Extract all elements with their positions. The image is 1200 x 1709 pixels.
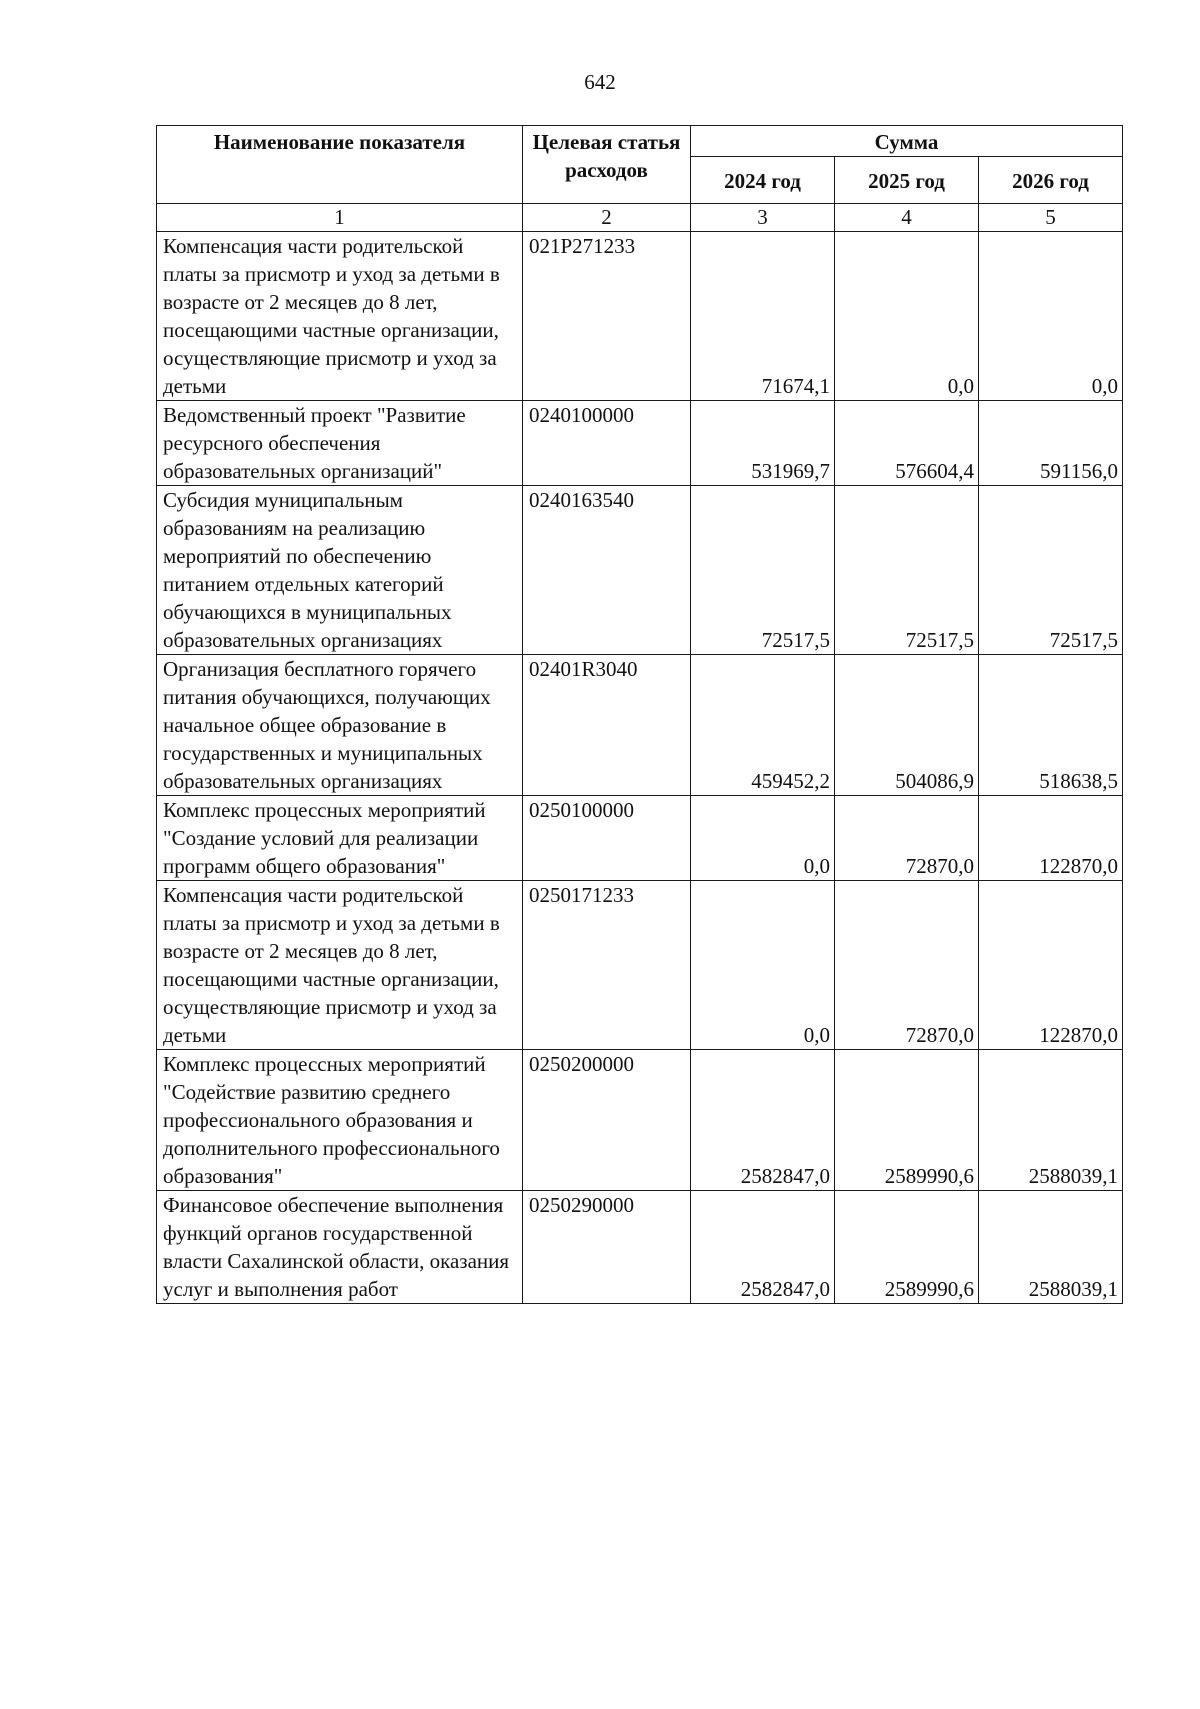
row-value-2026: 122870,0 xyxy=(979,881,1123,1050)
row-value-2025: 72870,0 xyxy=(835,881,979,1050)
row-code: 0250171233 xyxy=(523,881,691,1050)
row-code: 0250200000 xyxy=(523,1050,691,1191)
table-row xyxy=(157,655,1123,796)
row-value-2025: 2589990,6 xyxy=(835,1191,979,1304)
header-year-2025: 2025 год xyxy=(835,157,979,204)
table-row xyxy=(157,881,1123,1050)
column-number: 1 xyxy=(157,204,523,232)
row-value-2024: 459452,2 xyxy=(691,655,835,796)
row-code: 0240163540 xyxy=(523,486,691,655)
row-value-2024: 2582847,0 xyxy=(691,1050,835,1191)
row-code: 0250290000 xyxy=(523,1191,691,1304)
header-code: Целевая статья расходов xyxy=(523,126,691,204)
column-number: 5 xyxy=(979,204,1123,232)
header-year-2026: 2026 год xyxy=(979,157,1123,204)
row-value-2024: 531969,7 xyxy=(691,401,835,486)
header-row xyxy=(157,126,1123,157)
row-code: 0240100000 xyxy=(523,401,691,486)
row-value-2025: 576604,4 xyxy=(835,401,979,486)
row-code: 0250100000 xyxy=(523,796,691,881)
row-name: Компенсация части родительской платы за присмотр и уход за детьми в возрасте от 2 месяцев до 8 лет, посещающими частные организации, осуществляющие присмотр и уход за детьми xyxy=(157,232,523,401)
row-value-2025: 72517,5 xyxy=(835,486,979,655)
row-value-2026: 591156,0 xyxy=(979,401,1123,486)
table-row xyxy=(157,486,1123,655)
row-name: Комплекс процессных мероприятий "Содействие развитию среднего профессионального образования и дополнительного профессионального образования" xyxy=(157,1050,523,1191)
row-value-2025: 0,0 xyxy=(835,232,979,401)
column-number: 4 xyxy=(835,204,979,232)
column-numbers-row xyxy=(157,204,1123,232)
row-value-2024: 0,0 xyxy=(691,796,835,881)
row-value-2026: 122870,0 xyxy=(979,796,1123,881)
row-name: Ведомственный проект "Развитие ресурсного обеспечения образовательных организаций" xyxy=(157,401,523,486)
row-name: Комплекс процессных мероприятий "Создание условий для реализации программ общего образования" xyxy=(157,796,523,881)
row-value-2025: 2589990,6 xyxy=(835,1050,979,1191)
row-value-2025: 72870,0 xyxy=(835,796,979,881)
row-name: Организация бесплатного горячего питания обучающихся, получающих начальное общее образование в государственных и муниципальных образовательных организациях xyxy=(157,655,523,796)
budget-table xyxy=(156,125,1123,1304)
table-row xyxy=(157,1050,1123,1191)
row-value-2026: 2588039,1 xyxy=(979,1050,1123,1191)
row-name: Субсидия муниципальным образованиям на реализацию мероприятий по обеспечению питанием отдельных категорий обучающихся в муниципальных образовательных организациях xyxy=(157,486,523,655)
row-value-2025: 504086,9 xyxy=(835,655,979,796)
page-number: 642 xyxy=(584,70,616,94)
row-value-2024: 2582847,0 xyxy=(691,1191,835,1304)
row-value-2026: 72517,5 xyxy=(979,486,1123,655)
table-row xyxy=(157,401,1123,486)
row-value-2024: 0,0 xyxy=(691,881,835,1050)
header-sum: Сумма xyxy=(691,126,1123,157)
column-number: 2 xyxy=(523,204,691,232)
row-name: Финансовое обеспечение выполнения функций органов государственной власти Сахалинской области, оказания услуг и выполнения работ xyxy=(157,1191,523,1304)
row-code: 021P271233 xyxy=(523,232,691,401)
column-number: 3 xyxy=(691,204,835,232)
row-value-2024: 72517,5 xyxy=(691,486,835,655)
table-row xyxy=(157,796,1123,881)
row-value-2024: 71674,1 xyxy=(691,232,835,401)
row-name: Компенсация части родительской платы за присмотр и уход за детьми в возрасте от 2 месяцев до 8 лет, посещающими частные организации, осуществляющие присмотр и уход за детьми xyxy=(157,881,523,1050)
row-value-2026: 518638,5 xyxy=(979,655,1123,796)
header-name: Наименование показателя xyxy=(157,126,523,204)
table-row xyxy=(157,232,1123,401)
row-code: 02401R3040 xyxy=(523,655,691,796)
row-value-2026: 2588039,1 xyxy=(979,1191,1123,1304)
row-value-2026: 0,0 xyxy=(979,232,1123,401)
header-year-2024: 2024 год xyxy=(691,157,835,204)
table-row xyxy=(157,1191,1123,1304)
